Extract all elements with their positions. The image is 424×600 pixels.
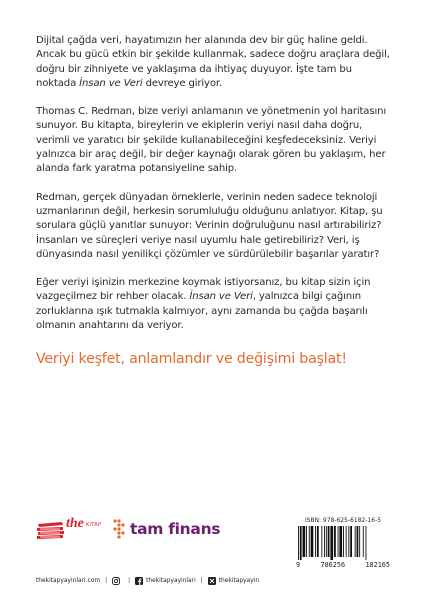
barcode-bar [315, 526, 316, 557]
twitter-handle[interactable]: thekitapyayin [218, 578, 260, 584]
partner-name: tam finans [130, 520, 221, 538]
dots-icon [113, 519, 125, 539]
barcode-bar [359, 526, 360, 557]
paragraph-1-end: devreye giriyor. [142, 77, 223, 89]
paragraph-4-text: Eğer veriyi işinizin merkezine koymak istiyorsanız, bu kitap sizin için vazgeçilmez bir rehber olacak. [36, 277, 371, 303]
partner-logo [113, 514, 220, 544]
separator: | [200, 578, 203, 584]
paragraph-1 [36, 34, 390, 91]
barcode-bar [306, 526, 307, 557]
barcode-bar [366, 526, 367, 560]
isbn-text: ISBN: 978-625-6182-16-5 [304, 518, 382, 524]
facebook-icon[interactable] [135, 577, 143, 585]
barcode-bar [346, 526, 347, 557]
barcode-digits-group-2: 182165 [365, 561, 390, 569]
publisher-name-kitap: KiTAP [86, 522, 102, 528]
instagram-icon[interactable] [112, 577, 120, 585]
barcode-bar [350, 526, 352, 557]
paragraph-4-end: , yalnızca bilgi çağının zorluklarına ışık tutmakla kalmıyor, aynı zamanda bu çağda başarılı olmanın anahtarını da veriyor. [36, 291, 368, 332]
tagline: Veriyi keşfet, anlamlandır ve değişimi başlat! [36, 351, 347, 367]
books-icon [36, 520, 66, 540]
book-title-inline: İnsan ve Veri [189, 291, 253, 303]
barcode [296, 518, 390, 569]
barcode-bar [300, 526, 302, 560]
footer-links [36, 575, 259, 587]
barcode-bar [339, 526, 342, 557]
paragraph-4 [36, 276, 390, 333]
barcode-bar [357, 526, 359, 557]
barcode-bar [355, 526, 356, 557]
barcode-bar [303, 526, 306, 557]
publisher-logo [36, 512, 102, 542]
barcode-digit-first: 9 [296, 561, 301, 569]
book-title-inline: İnsan ve Veri [79, 77, 143, 89]
barcode-bar [338, 526, 339, 557]
barcode-bar [317, 526, 319, 557]
facebook-handle[interactable]: thekitapyayinlari [146, 578, 196, 584]
paragraph-3: Redman, gerçek dünyadan örneklerle, verinin neden sadece teknoloji uzmanlarının değil, herkesin sorumluluğu olduğunu anlatıyor. Kitap, şu sorulara güçlü yanıtlar sunuyor: Verinin doğruluğunu nasıl artırabiliriz? İnsanları ve süreçleri veriye nasıl uyumlu hale getirebiliriz? Veri, iş dünyasında nasıl yenilikçi çözümler ve sürdürülebilir başarılar yaratır? [36, 191, 383, 260]
barcode-bar [334, 526, 336, 557]
barcode-bar [309, 526, 310, 557]
barcode-bar [343, 526, 344, 557]
blurb-text [36, 34, 390, 347]
barcode-digits [296, 561, 390, 569]
barcode-bar [311, 526, 314, 557]
website-link[interactable]: thekitapyayinlari.com [36, 578, 101, 584]
barcode-bar [321, 526, 322, 557]
barcode-bar [324, 526, 325, 557]
barcode-bar [363, 526, 364, 557]
barcode-bar [330, 526, 333, 560]
barcode-digits-group-1: 786256 [320, 561, 346, 569]
barcode-bar [328, 526, 330, 557]
barcode-bar [326, 526, 327, 557]
barcode-bars [296, 526, 390, 560]
paragraph-2: Thomas C. Redman, bize veriyi anlamanın ve yönetmenin yol haritasını sunuyor. Bu kitapta, bireylerin ve ekiplerin veriyi nasıl daha doğru, verimli ve yaratıcı bir şekilde kullanabileceğini keşfedeceksiniz. Veriyi yalnızca bir araç değil, bir değer kaynağı olarak gören bu yaklaşım, her alanda fark yaratma potansiyeline sahip. [36, 106, 387, 175]
barcode-bar [348, 526, 349, 557]
separator: | [105, 578, 108, 584]
paragraph-1-text: Dijital çağda veri, hayatımızın her alanında dev bir güç haline geldi. Ancak bu gücü etkin bir şekilde kullanmak, sadece doğru araçlara değil, doğru bir zihniyete ve yaklaşıma da ihtiyaç duyuyor. İşte tam bu noktada [36, 35, 390, 89]
separator: | [128, 578, 131, 584]
barcode-bar [298, 526, 299, 560]
publisher-name-the: the [66, 516, 84, 531]
x-twitter-icon[interactable] [208, 577, 216, 585]
